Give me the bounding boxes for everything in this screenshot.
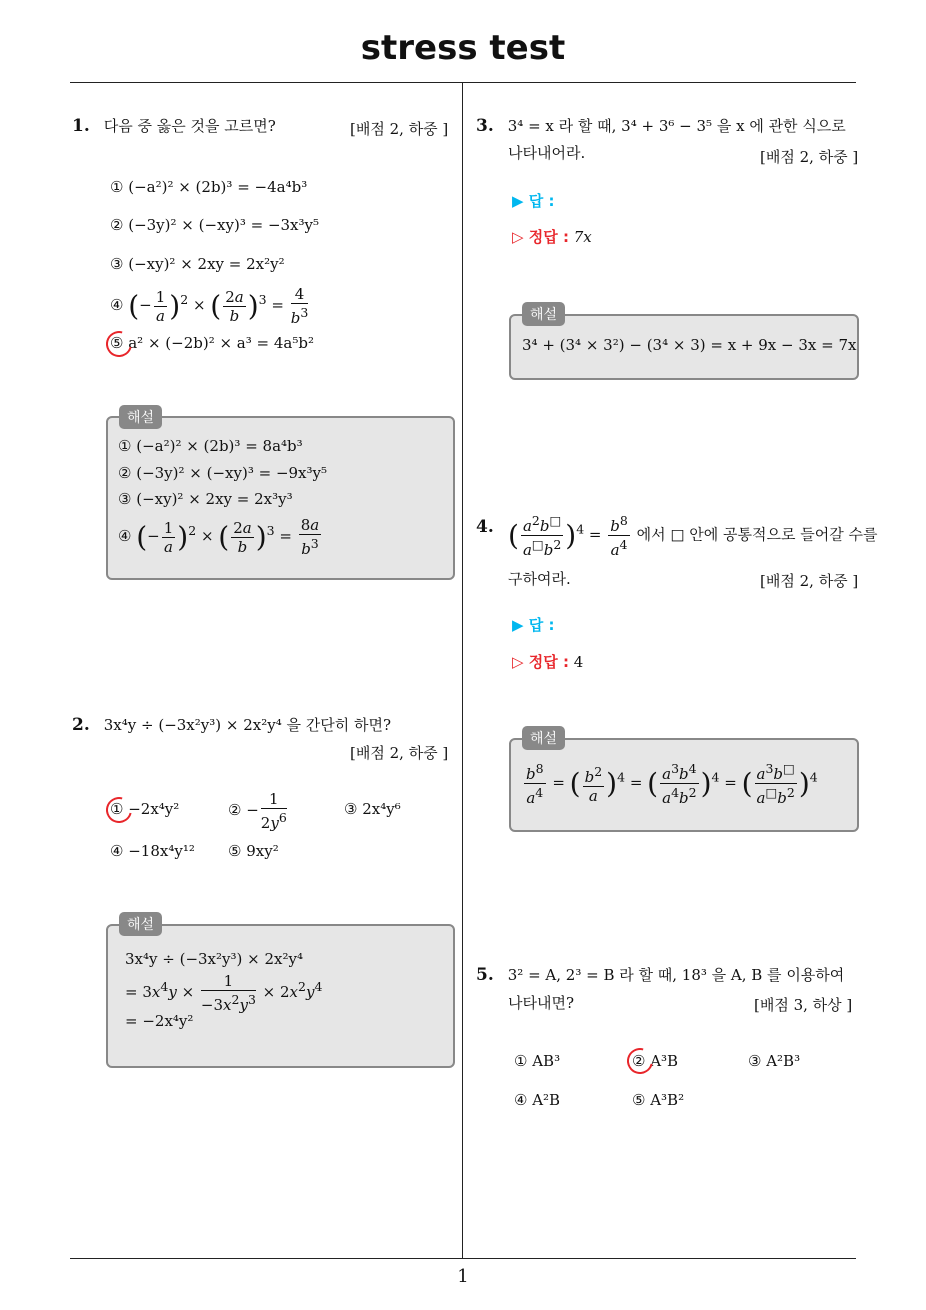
selected-mark (622, 1043, 658, 1079)
question-meta: [배점 2, 하중 ] (350, 744, 449, 762)
option-4[interactable]: ④ A²B (514, 1091, 561, 1109)
selected-mark (101, 792, 137, 828)
question-2 (72, 712, 391, 739)
question-text-cont: 나타내면? (508, 994, 575, 1012)
solution-line: ② (−3y)² × (−xy)³ = −9x³y⁵ (118, 464, 328, 482)
option-4[interactable]: ④ −18x⁴y¹² (110, 842, 195, 860)
page-title: stress test (360, 28, 566, 68)
question-number: 5. (476, 965, 494, 985)
option-3[interactable]: ③ A²B³ (748, 1052, 801, 1070)
question-number: 1. (72, 116, 90, 136)
question-text: ( $\frac{a^2b^□}{a^□b^2}$ )$^4$ = $\frac{b^8}{a^4}$ 에서 □ 안에 공통적으로 들어갈 수를 (508, 513, 878, 559)
answer-label[interactable]: ▶ 답 : (512, 192, 555, 210)
option-2[interactable]: ② A³B (632, 1052, 679, 1070)
option-1[interactable]: ① −2x⁴y² (110, 800, 180, 818)
option-5[interactable]: ⑤ 9xy² (228, 842, 279, 860)
question-4 (476, 514, 508, 541)
option-2[interactable]: ② (−3y)² × (−xy)³ = −3x³y⁵ (110, 216, 320, 234)
solution-tag: 해설 (522, 302, 565, 326)
bottom-rule (70, 1258, 856, 1259)
question-meta: [배점 2, 하중 ] (760, 572, 859, 590)
question-meta: [배점 3, 하상 ] (754, 996, 853, 1014)
solution-tag: 해설 (119, 912, 162, 936)
solution-line: $\frac{b^8}{a^4}$ = ( $\frac{b^2}{a}$ )$^4$ = ( $\frac{a^3b^4}{a^4b^2}$ )$^4$ = ( $\frac{a^3b^□}{a^□b^2}$ )$^4$ (526, 761, 818, 807)
question-5 (476, 962, 844, 989)
question-text: 3⁴ = x 라 할 때, 3⁴ + 3⁶ − 3⁵ 을 x 에 관한 식으로 (507, 117, 846, 135)
option-4[interactable]: ④ (− $\frac{1}{a}$ )$^2$ × ( $\frac{2a}{b}$ )$^3$ = $\frac{4}{b^3}$ (110, 285, 309, 327)
question-text-cont: 나타내어라. (508, 144, 586, 162)
option-2[interactable]: ② − $\frac{1}{2y^6}$ (228, 790, 287, 832)
solution-line: 3⁴ + (3⁴ × 3²) − (3⁴ × 3) = x + 9x − 3x = 7x (522, 336, 857, 354)
solution-line: 3x⁴y ÷ (−3x²y³) × 2x²y⁴ (125, 950, 303, 968)
solution-line: = $3x^4y$ × $\frac{1}{-3x^2y^3}$ × $2x^2y^4$ (125, 972, 323, 1014)
question-meta: [배점 2, 하중 ] (760, 148, 859, 166)
question-number: 4. (476, 517, 494, 537)
question-meta: [배점 2, 하중 ] (350, 120, 449, 138)
solution-line: = −2x⁴y² (125, 1012, 194, 1030)
solution-tag: 해설 (119, 405, 162, 429)
question-text: 3² = A, 2³ = B 라 할 때, 18³ 을 A, B 를 이용하여 (507, 966, 845, 984)
solution-tag: 해설 (522, 726, 565, 750)
question-1 (72, 113, 276, 140)
option-5[interactable]: ⑤ A³B² (632, 1091, 685, 1109)
question-3 (476, 113, 846, 140)
question-number: 3. (476, 116, 494, 136)
question-text-cont: 구하여라. (508, 570, 571, 588)
option-1[interactable]: ① AB³ (514, 1052, 561, 1070)
question-number: 2. (72, 715, 90, 735)
solution-line: ③ (−xy)² × 2xy = 2x³y³ (118, 490, 293, 508)
option-1[interactable]: ① (−a²)² × (2b)³ = −4a⁴b³ (110, 178, 308, 196)
top-rule (70, 82, 856, 83)
solution-line: ④ (− $\frac{1}{a}$ )$^2$ × ( $\frac{2a}{b}$ )$^3$ = $\frac{8a}{b^3}$ (118, 516, 320, 558)
page-number: 1 (457, 1266, 469, 1287)
option-3[interactable]: ③ (−xy)² × 2xy = 2x²y² (110, 255, 285, 273)
option-3[interactable]: ③ 2x⁴y⁶ (344, 800, 401, 818)
selected-mark (101, 326, 137, 362)
answer-label[interactable]: ▶ 답 : (512, 616, 555, 634)
solution-line: ① (−a²)² × (2b)³ = 8a⁴b³ (118, 437, 303, 455)
question-text: 3x⁴y ÷ (−3x²y³) × 2x²y⁴ 을 간단히 하면? (103, 716, 392, 734)
correct-answer: ▷ 정답 : 4 (512, 653, 584, 671)
option-5[interactable]: ⑤ a² × (−2b)² × a³ = 4a⁵b² (110, 334, 314, 352)
correct-answer: ▷ 정답 : 7x (512, 228, 592, 246)
question-text: 다음 중 옳은 것을 고르면? (103, 117, 276, 135)
column-divider (462, 82, 463, 1258)
